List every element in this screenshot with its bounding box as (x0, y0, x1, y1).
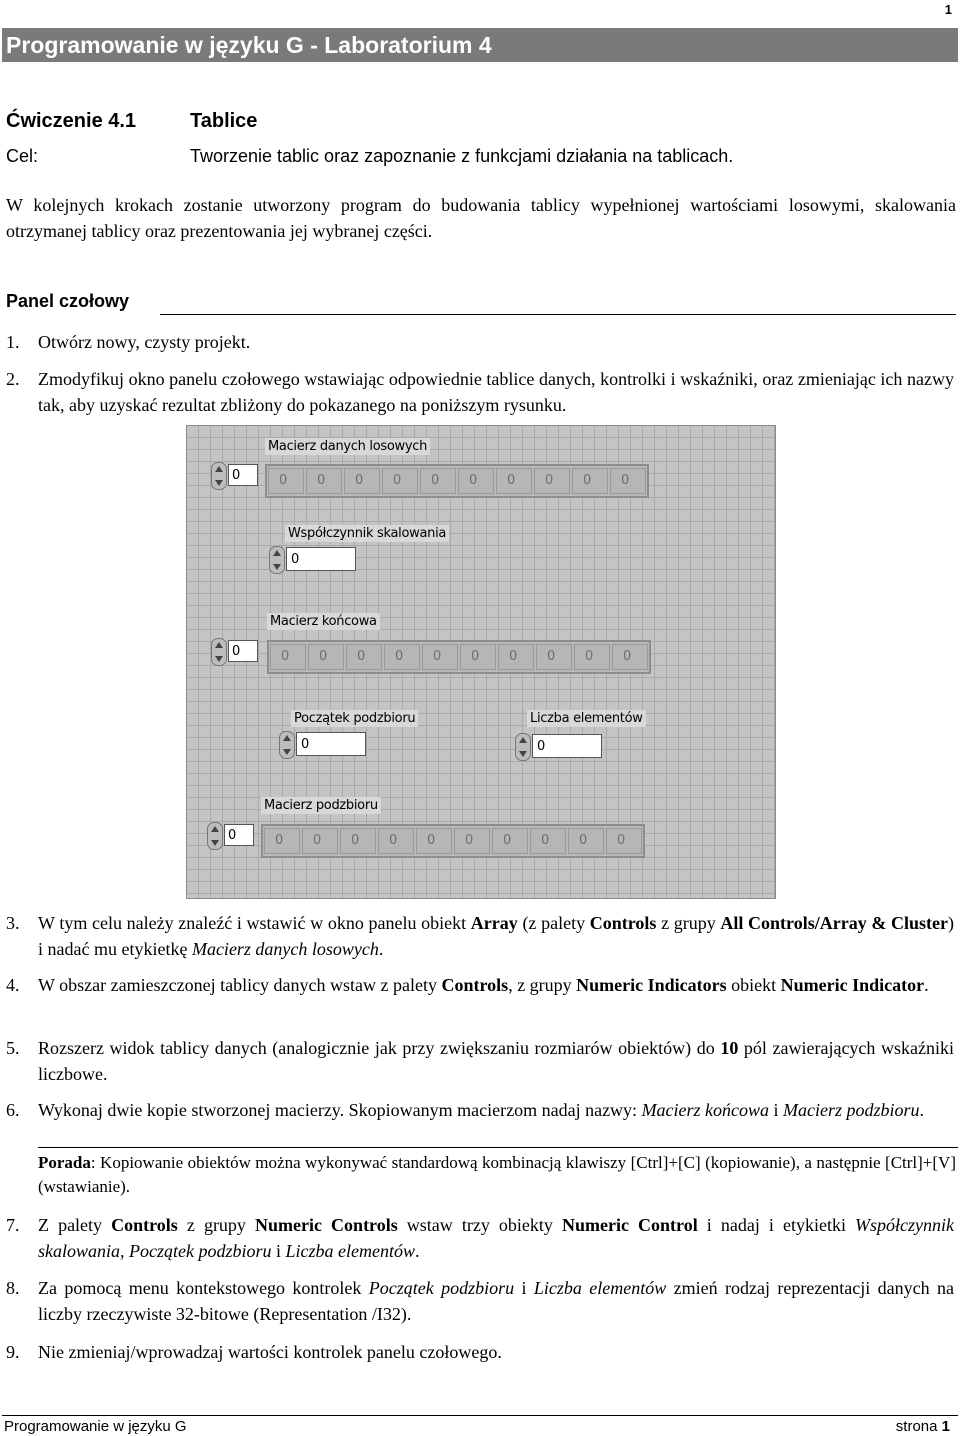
exercise-name: Tablice (190, 110, 258, 132)
array-cell: 0 (308, 644, 344, 670)
step-number: 2. (6, 369, 20, 389)
text-run: Współczynnik skalowania (38, 1215, 954, 1261)
array-cell: 0 (378, 828, 414, 854)
array-macierz-koncowa (267, 640, 651, 674)
footer-page (896, 1418, 950, 1435)
front-panel-figure (186, 425, 776, 899)
text-run: Początek podzbioru (129, 1241, 272, 1261)
intro-paragraph: W kolejnych krokach zostanie utworzony program do budowania tablicy wypełnionej wartościami losowymi, skalowania otrzymanej tablicy oraz prezentowania jej wybranej części. (6, 195, 956, 241)
text-run: . (415, 1241, 420, 1261)
control-value[interactable]: 0 (532, 734, 602, 758)
step-1 (0, 329, 960, 355)
array-cell: 0 (606, 828, 642, 854)
array-cell: 0 (346, 644, 382, 670)
goal-label: Cel: (6, 146, 39, 166)
control-label: Współczynnik skalowania (285, 525, 449, 542)
step-5 (0, 1035, 960, 1087)
array-label: Macierz danych losowych (265, 438, 430, 455)
array-cell: 0 (340, 828, 376, 854)
step-number: 8. (6, 1278, 20, 1298)
numeric-control-wspolczynnik[interactable] (269, 547, 359, 573)
step-6 (0, 1097, 960, 1149)
text-run: Numeric Controls (255, 1215, 398, 1235)
text-run: . (924, 975, 929, 995)
tip-box (38, 1151, 956, 1199)
footer-title: Programowanie w języku G (4, 1418, 187, 1435)
step-number: 6. (6, 1100, 20, 1120)
footer-rule (2, 1415, 958, 1416)
text-run: (z palety (517, 913, 590, 933)
array-cell: 0 (498, 644, 534, 670)
text-run: 10 (720, 1038, 739, 1058)
page-number: 1 (944, 2, 952, 17)
array-cell: 0 (536, 644, 572, 670)
array-cell: 0 (264, 828, 300, 854)
text-run: Numeric Control (561, 1215, 698, 1235)
index-value[interactable]: 0 (228, 640, 258, 662)
text-run: , z grupy (508, 975, 577, 995)
numeric-control-liczba[interactable] (515, 734, 605, 760)
control-value[interactable]: 0 (296, 732, 366, 756)
array-cell: 0 (530, 828, 566, 854)
text-run: i (271, 1241, 286, 1261)
tip-label: Porada (38, 1153, 91, 1172)
text-run: W tym celu należy znaleźć i wstawić w okno panelu obiekt (38, 913, 471, 933)
array-cell: 0 (382, 468, 418, 494)
spinner-icon[interactable] (515, 733, 531, 761)
array-label: Macierz podzbioru (261, 797, 381, 814)
step-text (38, 910, 954, 962)
array-cell: 0 (302, 828, 338, 854)
text-run: All Controls/Array & Cluster (720, 913, 949, 933)
text-run: ) i nadać mu etykietkę (38, 913, 955, 959)
section-rule (160, 314, 956, 315)
step-number: 3. (6, 913, 20, 933)
array-cell: 0 (612, 644, 648, 670)
control-label: Początek podzbioru (291, 710, 418, 727)
text-run: Liczba elementów (285, 1241, 415, 1261)
footer-page-prefix: strona (895, 1418, 942, 1435)
text-run: W obszar zamieszczonej tablicy danych wstaw z palety (38, 975, 442, 995)
step-text: Zmodyfikuj okno panelu czołowego wstawiając odpowiednie tablice danych, kontrolki i wskaźniki, oraz zmieniając ich nazwy tak, aby uzyskać rezultat zbliżony do pokazanego na poniższym rysunku. (38, 369, 954, 415)
array-cell: 0 (454, 828, 490, 854)
text-run: Macierz podzbioru (783, 1100, 920, 1120)
array-cell: 0 (416, 828, 452, 854)
step-3 (0, 910, 960, 962)
step-9 (0, 1339, 960, 1365)
text-run: . (919, 1100, 925, 1120)
text-run: Macierz danych losowych (191, 939, 379, 959)
text-run: z grupy (177, 1215, 256, 1235)
step-number: 5. (6, 1038, 20, 1058)
array-cell: 0 (270, 644, 306, 670)
step-number: 4. (6, 975, 20, 995)
text-run: i (769, 1100, 784, 1120)
text-run: i nadaj i etykietki (697, 1215, 856, 1235)
array-macierz-danych-losowych (265, 464, 649, 498)
text-run: wstaw trzy obiekty (397, 1215, 562, 1235)
array-index-control[interactable] (211, 458, 257, 492)
step-number: 1. (6, 332, 20, 352)
exercise-label: Ćwiczenie 4.1 (6, 110, 137, 132)
text-run: Rozszerz widok tablicy danych (analogicznie jak przy zwiększaniu rozmiarów obiektów) do (38, 1038, 721, 1058)
array-cell: 0 (460, 644, 496, 670)
text-run: zmień rodzaj reprezentacji danych na liczby rzeczywiste 32-bitowe (Representation /I32). (38, 1278, 954, 1324)
spinner-icon[interactable] (207, 822, 223, 850)
spinner-icon[interactable] (269, 546, 285, 574)
text-run: pól zawierających wskaźniki liczbowe. (38, 1038, 955, 1084)
text-run: . (378, 939, 384, 959)
step-text (38, 972, 954, 998)
text-run: Controls (441, 975, 509, 995)
tip-rule (38, 1147, 958, 1148)
section-heading: Panel czołowy (6, 291, 130, 311)
text-run: Controls (111, 1215, 178, 1235)
text-run: Numeric Indicators (576, 975, 727, 995)
tip-text: : Kopiowanie obiektów można wykonywać standardową kombinacją klawiszy [Ctrl]+[C] (kopiowanie), a następnie [Ctrl]+[V] (wstawianie). (38, 1153, 956, 1196)
step-text (38, 1212, 954, 1264)
text-run: Liczba elementów (533, 1278, 667, 1298)
text-run: Z palety (38, 1215, 112, 1235)
step-number: 7. (6, 1215, 20, 1235)
control-value[interactable]: 0 (286, 547, 356, 571)
array-cell: 0 (610, 468, 646, 494)
array-index-control[interactable] (207, 818, 253, 852)
spinner-icon[interactable] (279, 731, 295, 759)
array-cell: 0 (384, 644, 420, 670)
spinner-icon[interactable] (211, 462, 227, 490)
text-run: Numeric Indicator (780, 975, 925, 995)
step-2 (0, 366, 960, 418)
goal-text: Tworzenie tablic oraz zapoznanie z funkcjami działania na tablicach. (190, 146, 734, 166)
array-cell: 0 (572, 468, 608, 494)
index-value[interactable]: 0 (224, 824, 254, 846)
array-cell: 0 (574, 644, 610, 670)
text-run: i (514, 1278, 534, 1298)
step-text (38, 1035, 954, 1087)
array-label: Macierz końcowa (267, 613, 380, 630)
array-cell: 0 (306, 468, 342, 494)
array-cell: 0 (492, 828, 528, 854)
text-run: Array (470, 913, 518, 933)
spinner-icon[interactable] (211, 638, 227, 666)
doc-title: Programowanie w języku G - Laboratorium 4 (6, 32, 492, 58)
text-run: Początek podzbioru (368, 1278, 515, 1298)
step-text: Nie zmieniaj/wprowadzaj wartości kontrolek panelu czołowego. (38, 1342, 502, 1362)
text-run: Wykonaj dwie kopie stworzonej macierzy. Skopiowanym macierzom nadaj nazwy: (38, 1100, 642, 1120)
text-run: Controls (589, 913, 657, 933)
array-cell: 0 (422, 644, 458, 670)
array-cell: 0 (344, 468, 380, 494)
text-run: Za pomocą menu kontekstowego kontrolek (38, 1278, 369, 1298)
step-text (38, 1097, 954, 1123)
array-macierz-podzbioru (261, 824, 645, 858)
text-run: z grupy (656, 913, 721, 933)
array-cell: 0 (268, 468, 304, 494)
text-run: obiekt (726, 975, 781, 995)
array-cell: 0 (496, 468, 532, 494)
array-index-control[interactable] (211, 634, 257, 668)
step-number: 9. (6, 1342, 20, 1362)
step-8 (0, 1275, 960, 1327)
text-run: Macierz końcowa (641, 1100, 770, 1120)
step-7 (0, 1212, 960, 1264)
footer-page-number: 1 (941, 1418, 950, 1435)
array-cell: 0 (568, 828, 604, 854)
step-text: Otwórz nowy, czysty projekt. (38, 332, 251, 352)
array-cell: 0 (458, 468, 494, 494)
index-value[interactable]: 0 (228, 464, 258, 486)
array-cell: 0 (534, 468, 570, 494)
array-cell: 0 (420, 468, 456, 494)
text-run: , (120, 1241, 130, 1261)
numeric-control-poczatek[interactable] (279, 732, 369, 758)
step-text (38, 1275, 954, 1327)
control-label: Liczba elementów (527, 710, 646, 727)
step-4 (0, 972, 960, 1024)
